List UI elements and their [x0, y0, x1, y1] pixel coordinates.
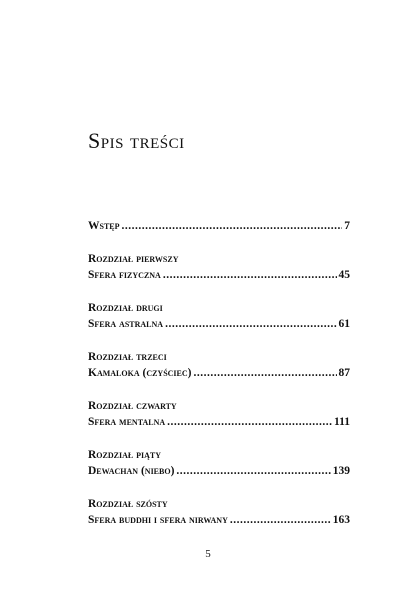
- toc-entry-intro: [88, 218, 350, 234]
- chapter-number: Rozdział szósty: [88, 498, 168, 510]
- table-of-contents: [88, 218, 350, 545]
- toc-page-number: 61: [338, 318, 350, 330]
- chapter-number: Rozdział czwarty: [88, 400, 177, 412]
- toc-entry-title: Kamaloka (czyściec): [88, 367, 192, 379]
- dot-leader: [167, 414, 332, 430]
- page-number: 5: [205, 548, 211, 560]
- toc-entry-chapter-6: [88, 496, 350, 528]
- toc-entry-title: Sfera fizyczna: [88, 269, 161, 281]
- dot-leader: [163, 267, 337, 283]
- toc-line: [88, 414, 350, 430]
- dot-leader: [165, 316, 336, 332]
- toc-line: [88, 316, 350, 332]
- toc-line: [88, 365, 350, 381]
- chapter-number: Rozdział pierwszy: [88, 253, 179, 265]
- dot-leader: [194, 365, 337, 381]
- chapter-heading: [88, 496, 350, 512]
- dot-leader: [122, 218, 343, 234]
- toc-page-number: 139: [332, 465, 350, 477]
- dot-leader: [176, 463, 330, 479]
- toc-entry-title: Wstęp: [88, 220, 120, 232]
- toc-entry-title: Dewachan (niebo): [88, 465, 175, 477]
- toc-page-number: 7: [344, 220, 350, 232]
- chapter-heading: [88, 398, 350, 414]
- chapter-heading: [88, 349, 350, 365]
- toc-page-number: 111: [334, 416, 350, 428]
- toc-entry-chapter-2: [88, 300, 350, 332]
- toc-entry-chapter-3: [88, 349, 350, 381]
- chapter-heading: [88, 251, 350, 267]
- toc-entry-title: Sfera buddhi i sfera nirwany: [88, 514, 228, 526]
- chapter-number: Rozdział piąty: [88, 449, 161, 461]
- toc-page-number: 45: [338, 269, 350, 281]
- chapter-heading: [88, 300, 350, 316]
- chapter-number: Rozdział trzeci: [88, 351, 167, 363]
- toc-page-number: 87: [338, 367, 350, 379]
- toc-line: [88, 463, 350, 479]
- toc-entry-title: Sfera mentalna: [88, 416, 166, 428]
- toc-entry-chapter-4: [88, 398, 350, 430]
- toc-line: [88, 218, 350, 234]
- dot-leader: [230, 512, 331, 528]
- toc-line: [88, 267, 350, 283]
- chapter-number: Rozdział drugi: [88, 302, 163, 314]
- toc-line: [88, 512, 350, 528]
- chapter-heading: [88, 447, 350, 463]
- toc-entry-title: Sfera astralna: [88, 318, 164, 330]
- toc-entry-chapter-1: [88, 251, 350, 283]
- toc-page-number: 163: [332, 514, 350, 526]
- toc-entry-chapter-5: [88, 447, 350, 479]
- page-title: Spis treści: [88, 128, 185, 153]
